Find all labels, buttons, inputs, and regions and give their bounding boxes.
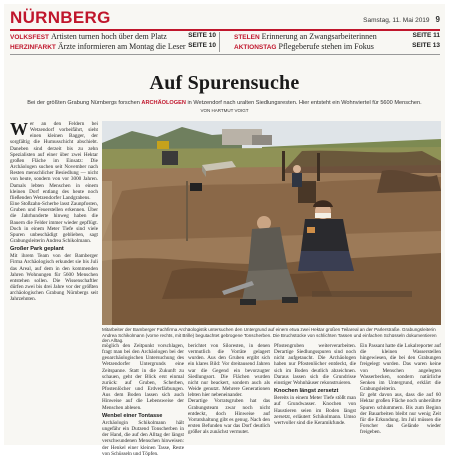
teaser-kicker: STELEN [234, 34, 260, 41]
teaser-stelen[interactable] [234, 32, 440, 41]
excavation-photo-image [102, 121, 441, 325]
teaser-text: Erinnerung an Zwangsarbeiterinnen [261, 32, 377, 41]
article-column-5 [360, 343, 441, 435]
article-subhead [26, 100, 423, 115]
teaser-page: SEITE 10 [188, 32, 216, 39]
drop-cap: W [10, 119, 28, 139]
article-column-3 [188, 343, 270, 435]
subheading: Großer Park geplant [10, 246, 64, 253]
subhead-text-2: in Wetzendorf nach uralten Siedlungsresten. Hier entsteht ein Wohnviertel für 5600 Menschen. [187, 100, 422, 106]
paragraph: berichtet von Siloresten, in denen vermutlich die Vorräte gelagert wurden. Aus den Gruben ergibt sich ein klares Bild: Vor dreitausend Jahren war die Gegend ein bevorzugter Siedlungsort. Die Flächen wurden nicht nur beackert, sondern auch als Weide genutzt. Mehrere Generationen lebten hier nebeneinander. [188, 343, 270, 399]
paragraph: Er geht davon aus, dass die auf 60 Hektar großen Fläche noch unberührte Spuren schlummern. Bis zum Beginn der Bauarbeiten bleibt nur wenig Zeit für die Erkundung. Im Juli müssen die Forscher das Gelände wieder freigeben. [360, 392, 441, 436]
subheading: Knochen längst zersetzt [274, 388, 339, 395]
paragraph: er an den Feldern bei Wetzendorf vorbeifährt, sieht einen kleinen Bagger, der sorgfältig die Humusschicht abschiebt. Daneben sind derzeit bis zu zehn Spezialisten auf einer über zwei Hektar großen Fläche im Einsatz: Die Archäologen suchen seit November nach Resten menschlicher Besiedlung — nicht von heute, sondern von vor 3000 Jahren. Damals lebten Menschen in einem kleinen Dorf entlang des heute noch fließenden Wetzendorfer Landgrabens. [10, 121, 98, 201]
article-column-4 [274, 343, 356, 426]
teaser-page: SEITE 13 [412, 41, 440, 49]
teaser-herzinfarkt[interactable] [10, 42, 216, 51]
paragraph: Ein Passant hatte die Lokalreporter auf die kleinen Wasserstellen hingewiesen, die bei den Grabungen freigelegt wurden. Das waren keine von Menschen angelegten Wasserbecken, sondern natürliche Senken im Untergrund, erklärt die Grabungsleiterin. [360, 343, 441, 393]
teaser-text: Pflegeberufe stehen im Fokus [278, 41, 374, 51]
teaser-kicker: AKTIONSTAG [234, 43, 277, 51]
newspaper-page [4, 4, 445, 457]
teaser-page: SEITE 11 [412, 32, 440, 39]
article-column-1 [10, 121, 98, 303]
paragraph: Archäologin Schikolmann hält ungefähr ein Dutzend Tonscherben in der Hand, die auf den Alltag der längst verschwundenen Menschen hinweisen: der Henkel einer kleinen Tasse, Reste von Schüsseln und Töpfen. [102, 419, 184, 457]
paragraph: Mit ihrem Team von der Bamberger Firma Archäologisch erkundet sie bis Juli das Areal, auf dem in den kommenden Jahren Wohnungen für 5600 Menschen entstehen sollen. Die Wissenschaftler dürfen zwei bis drei Jahre vor der größten archäologischen Grabung Nürnbergs seit Jahrzehnten. [10, 253, 98, 303]
issue-date: Samstag, 11. Mai 2019 [363, 17, 430, 24]
photo-caption: Mitarbeiter der Bamberger Fachfirma Archäologistik untersuchen den Untergrund auf einem etwa zwei Hektar großen Teilareal an der Parlerstraße. Grabungsleiterin Andrea Schikolmann (vorne rechts, mit Brille) begutachtet gebrogene Tonscherben. Die Bruchstücke von schlichten Tassen und einfachen Schüsseln dokumentieren den Alltag. [102, 327, 437, 344]
article-headline: Auf Spurensuche [149, 72, 300, 94]
paragraph: Pfostengruben weiterverarbeiten. Derartige Siedlungsspuren sind noch nicht aufgetaucht. Die Archäologen haben nur Pfostenlöcher entdeckt, die sich im Boden deutlich abzeichnen. Daraus lassen sich die Grundrisse einstiger Wohnhäuser rekonstruieren. [274, 343, 356, 386]
section-title: NÜRNBERG [10, 8, 111, 27]
teaser-bar [10, 32, 440, 51]
teaser-aktionstag[interactable] [234, 42, 440, 51]
teaser-kicker: HERZINFARKT [10, 43, 56, 51]
paragraph: Bereits in einem Meter Tiefe stößt man auf Grundwasser. Knochen von Haustieren seien im Boden längst zersetzt, erläutert Schikolmann. Umso wertvoller sind die Keramikfunde. [274, 395, 356, 426]
paragraph: Eine Stoßzahn-Scherbe lasst Zaunpfosten, Gruben und Feuerstellen erkennen. Über die Jahrhunderte hinweg haben die Bauern die Felder immer wieder gepflügt. Doch in einem Meter Tiefe sind viele Spuren unbeschädigt geblieben, sagt Grabungsleiterin Andrea Schikolmann. [10, 201, 98, 244]
paragraph: möglich den Zeitpunkt vorschlagen, fragt man bei den Archäologen bei der geoarchäologischen Untersuchung des Wetzendorfer Untergrunds eine Zeitspanne. Statt in die Zukunft zu schauen, geht der Blick erst einmal zurück: auf Gruben, Scherben, Pfostenlöcher und Erdverfärbungen. Aus dem Boden lassen sich auch Hinweise auf die Lebensweise der Menschen ablesen. [102, 343, 184, 411]
teaser-rule [10, 54, 440, 55]
page-number: 9 [435, 15, 440, 24]
masthead-rule [10, 29, 440, 31]
byline: VON HARTMUT VOIGT [200, 108, 249, 113]
masthead [10, 8, 440, 28]
teaser-page: SEITE 10 [188, 41, 216, 49]
dateline [363, 15, 440, 24]
excavation-photo [102, 121, 441, 325]
teaser-divider [219, 32, 220, 52]
teaser-kicker: VOLKSFEST [10, 34, 50, 41]
teaser-volksfest[interactable] [10, 32, 216, 41]
teaser-text: Ärzte informieren am Montag die Leser [57, 41, 186, 51]
teaser-text: Artisten turnen hoch über dem Platz [51, 32, 167, 41]
subhead-text: Bei der größten Grabung Nürnbergs forschen [27, 100, 140, 106]
paragraph: Derartige Vorratsgruben hat das Grabungsteam zwar noch nicht entdeckt, doch Hinweise auf Vorratshaltung gibt es genug. Nach den ersten Befunden war das Dorf deutlich größer als zunächst vermutet. [188, 398, 270, 436]
subhead-keyword: ARCHÄOLOGEN [141, 100, 186, 106]
subheading: Wenbel einer Tontasse [102, 412, 163, 419]
article-column-2 [102, 343, 184, 457]
